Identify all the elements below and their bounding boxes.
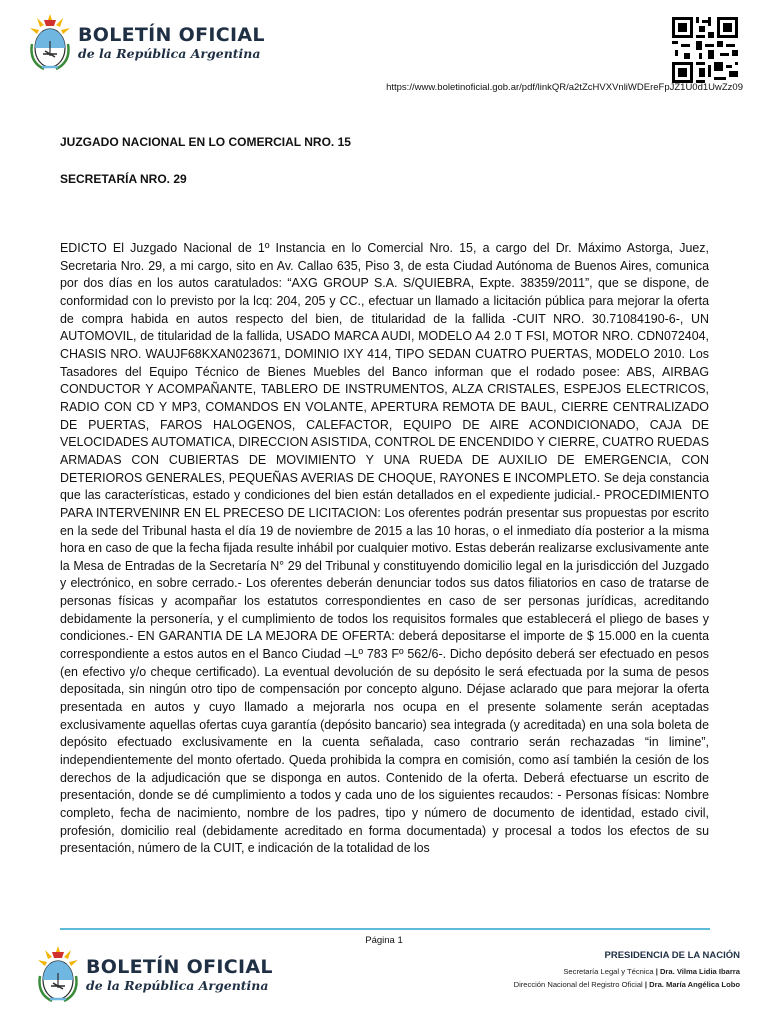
court-heading: JUZGADO NACIONAL EN LO COMERCIAL NRO. 15	[60, 135, 351, 149]
official-name-2: Dra. María Angélica Lobo	[649, 980, 740, 989]
coat-of-arms-icon	[28, 14, 72, 70]
qr-code-icon	[669, 14, 741, 86]
page-number: Página 1	[365, 935, 403, 946]
credit-line-2	[470, 980, 740, 989]
logo-title: BOLETÍN OFICIAL	[78, 23, 265, 46]
footer-divider	[60, 928, 710, 930]
credit-line-1	[470, 967, 740, 976]
credit-separator: |	[655, 967, 660, 976]
footer-logo-subtitle: de la República Argentina	[86, 977, 269, 993]
presidency-label: PRESIDENCIA DE LA NACIÓN	[604, 950, 740, 961]
edict-body: EDICTO El Juzgado Nacional de 1º Instancia en lo Comercial Nro. 15, a cargo del Dr. Máximo Astorga, Juez, Secretaria Nro. 29, a mi cargo, sito en Av. Callao 635, Piso 3, de esta Ciudad Autónoma de Buenos Aires, comunica por dos días en los autos caratulados: “AXG GROUP S.A. S/QUIEBRA, Expte. 38359/2011”, que se dispone, de conformidad con lo previsto por la lcq: 204, 205 y CC., efectuar un llamado a licitación pública para mejorar la oferta de compra habida en autos respecto del bien, de titularidad de la fallida -CUIT NRO. 30.71084190-6-, UN AUTOMOVIL, de titularidad de la fallida, USADO MARCA AUDI, MODELO A4 2.0 T FSI, MOTOR NRO. CDN072404, CHASIS NRO. WAUJF68KXAN023671, DOMINIO IXY 414, TIPO SEDAN CUATRO PUERTAS, MODELO 2010. Los Tasadores del Equipo Técnico de Bienes Muebles del Banco informan que el rodado posee: ABS, AIRBAG CONDUCTOR Y ACOMPAÑANTE, TABLERO DE INSTRUMENTOS, ALZA CRISTALES, ESPEJOS ELECTRICOS, RADIO CON CD Y MP3, COMANDOS EN VOLANTE, APERTURA REMOTA DE BAUL, CIERRE CENTRALIZADO DE PUERTAS, FAROS HALOGENOS, CALEFACTOR, EQUIPO DE AIRE ACONDICIONADO, CAJA DE VELOCIDADES AUTOMATICA, DIRECCION ASISTIDA, CONTROL DE ENCENDIDO Y CIERRE, CUATRO RUEDAS ARMADAS CON CUBIERTAS DE MOVIMIENTO Y UNA RUEDA DE AUXILIO DE EMERGENCIA, CON DETERIOROS GENERALES, PEQUEÑAS AVERIAS DE CHOQUE, RAYONES E INCOMPLETO. Se deja constancia que las características, estado y condiciones del bien están detallados en el expediente judicial.- PROCEDIMIENTO PARA INTERVENINR EN EL PRECESO DE LICITACION: Los oferentes podrán presentar sus propuestas por escrito en la sede del Tribunal hasta el día 19 de noviembre de 2015 a las 10 horas, o el inmediato día posterior a la misma hora en caso de que la fecha fijada resulte inhábil por cualquier motivo. Estas deberán realizarse exclusivamente ante la Mesa de Entradas de la Secretaría N° 29 del Tribunal y constituyendo domicilio legal en la jurisdicción del Juzgado y electrónico, en sobre cerrado.- Los oferentes deberán denunciar todos sus datos filiatorios en caso de tratarse de personas físicas y acompañar los estatutos correspondientes en caso de ser personas jurídicas, acreditando debidamente la personería, y el cumplimiento de todos los requisitos formales que establecerá el pliego de bases y condiciones.- EN GARANTIA DE LA MEJORA DE OFERTA: deberá depositarse el importe de $ 15.000 en la cuenta correspondiente a estos autos en el Banco Ciudad –Lº 783 Fº 562/6-. Dicho depósito deberá ser efectuado en pesos (en efectivo y/o cheque certificado). La eventual devolución de su depósito le será efectuada por la suma de pesos depositada, sin ningún otro tipo de compensación por concepto alguno. Déjase aclarado que para mejorar la oferta presentada en autos y cuyo llamado a mejorarla nos ocupa en el presente solamente serán aceptadas exclusivamente aquellas ofertas cuya garantía (depósito bancario) sea integrada (y acreditada) en una sola boleta de depósito efectuado exclusivamente en la cuenta señalada, caso contrario serán rechazadas “in limine”, independientemente del monto ofertado. Queda prohibida la compra en comisión, como así también la cesión de los derechos de la adjudicación que se disponga en autos. Contenido de la oferta. Deberá efectuarse un escrito de presentación, donde se dé cumplimiento a todos y cada uno de los siguientes recaudos: - Personas físicas: Nombre completo, fecha de nacimiento, nombre de los padres, tipo y número de documento de identidad, estado civil, profesión, domicilio real (debidamente acreditado en forma documentada) y procesal a todos los efectos de su presentación, número de la CUIT, e indicación de la totalidad de los	[60, 241, 709, 856]
header-logo	[28, 14, 265, 70]
footer-logo-title: BOLETÍN OFICIAL	[86, 955, 273, 978]
credit-separator: |	[644, 980, 650, 989]
office-legal-tecnica: Secretaría Legal y Técnica	[563, 967, 654, 976]
coat-of-arms-icon	[36, 946, 80, 1002]
secretariat-heading: SECRETARÍA NRO. 29	[60, 172, 187, 186]
office-registro-oficial: Dirección Nacional del Registro Oficial	[513, 980, 643, 989]
footer-credits	[470, 950, 740, 993]
document-url[interactable]: https://www.boletinoficial.gob.ar/pdf/linkQR/a2tZcHVXVnliWDEreFpJZ1U0d1UwZz09	[386, 82, 743, 93]
footer-logo	[36, 946, 273, 1002]
official-name-1: Dra. Vilma Lidia Ibarra	[659, 967, 740, 976]
logo-subtitle: de la República Argentina	[78, 45, 261, 61]
